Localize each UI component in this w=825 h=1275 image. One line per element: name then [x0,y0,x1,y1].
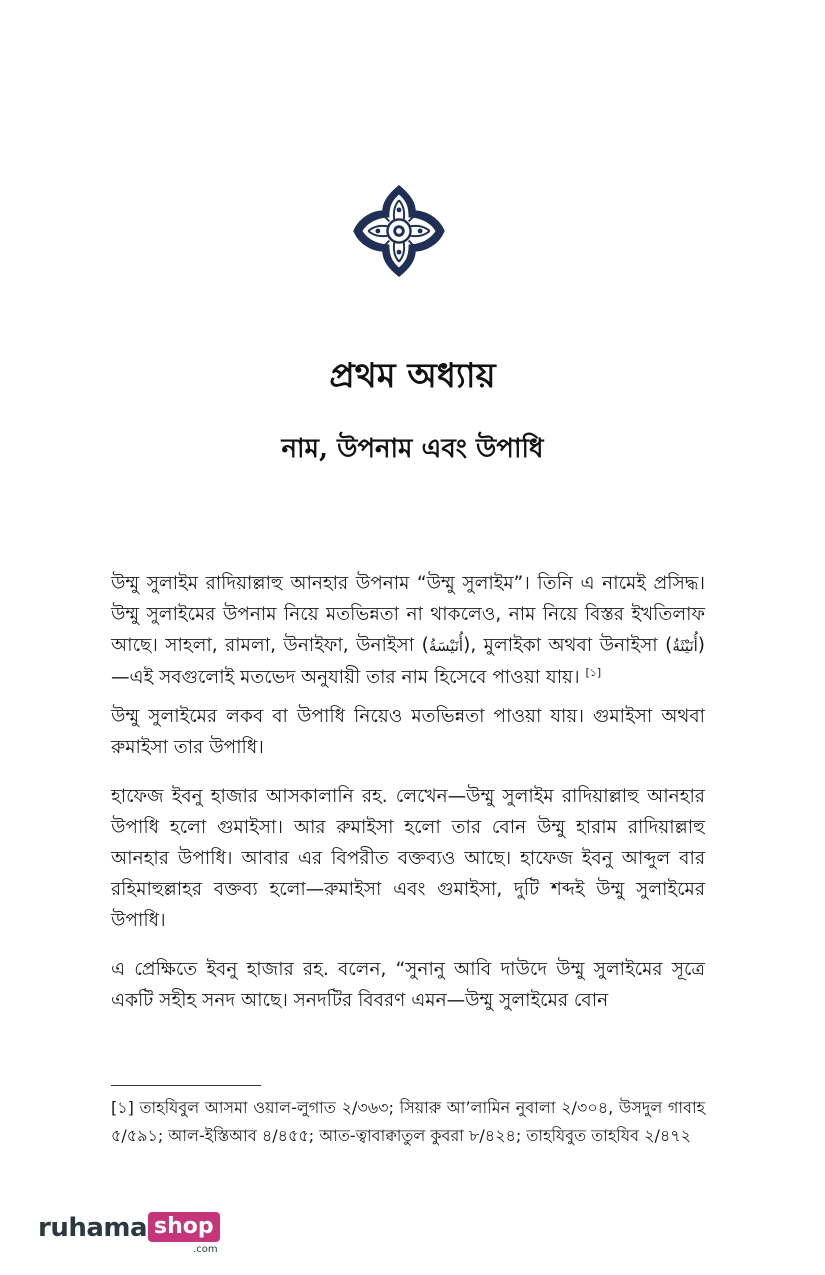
logo-domain: .com [193,1244,218,1255]
paragraph-1 [111,568,705,693]
paragraph-4: এ প্রেক্ষিতে ইবনু হাজার রহ. বলেন, “সুনানু আবি দাউদে উম্মু সুলাইমের সূত্রে একটি সহীহ সনদ আছে। সনদটির বিবরণ এমন—উম্মু সুলাইমের বোন [111,959,705,1011]
chapter-title: প্রথম অধ্যায় [329,356,496,396]
body-text [111,568,705,1034]
paragraph-1-text-a: উম্মু সুলাইম রাদিয়াল্লাহু আনহার উপনাম “উম্মু সুলাইম”। তিনি এ নামেই প্রসিদ্ধ। উম্মু সুলাইমের উপনাম নিয়ে মতভিন্নতা না থাকলেও, নাম নিয়ে বিস্তর ইখতিলাফ আছে। সাহলা, রামলা, উনাইফা, উনাইসা ( [111,573,705,656]
footnote-reference[interactable]: [১] [585,665,602,679]
paragraph-1-text-c: )—এই সবগুলোই মতভেদ অনুযায়ী তার নাম হিসেবে পাওয়া যায়। [111,635,705,688]
logo-brand-right: shop [148,1212,220,1242]
arabic-name-1: أُنَيْسَةُ [428,637,464,655]
watermark-logo [38,1212,220,1262]
chapter-subtitle: নাম, উপনাম এবং উপাধি [281,434,544,464]
paragraph-1-text-b: ), মুলাইকা অথবা উনাইসা ( [463,635,673,656]
floral-ornament-icon [351,183,447,279]
paragraph-2: উম্মু সুলাইমের লকব বা উপাধি নিয়েও মতভিন্নতা পাওয়া যায়। গুমাইসা অথবা রুমাইসা তার উপাধি। [111,706,705,758]
paragraph-3: হাফেজ ইবনু হাজার আসকালানি রহ. লেখেন—উম্মু সুলাইম রাদিয়াল্লাহু আনহার উপাধি হলো গুমাইসা। আর রুমাইসা হলো তার বোন উম্মু হারাম রাদিয়াল্লাহু আনহার উপাধি। আবার এর বিপরীত বক্তব্যও আছে। হাফেজ ইবনু আব্দুল বার রহিমাহুল্লাহর বক্তব্য হলো—রুমাইসা এবং গুমাইসা, দুটি শব্দই উম্মু সুলাইমের উপাধি। [111,786,705,931]
footnote: [১] তাহযিবুল আসমা ওয়াল-লুগাত ২/৩৬৩; সিয়ারু আ’লামিন নুবালা ২/৩০৪, উসদুল গাবাহ ৫/৫৯১; আল-ইস্তিআব ৪/৪৫৫; আত-ত্বাবাক্বাতুল কুবরা ৮/৪২৪; তাহযিবুত তাহযিব ২/৪৭২ [111,1098,705,1145]
arabic-name-2: أُنَيْثَةُ [672,637,698,655]
footnote-divider [111,1085,261,1086]
logo-brand-left: ruhama [38,1213,148,1243]
logo-shop-badge [148,1212,220,1255]
